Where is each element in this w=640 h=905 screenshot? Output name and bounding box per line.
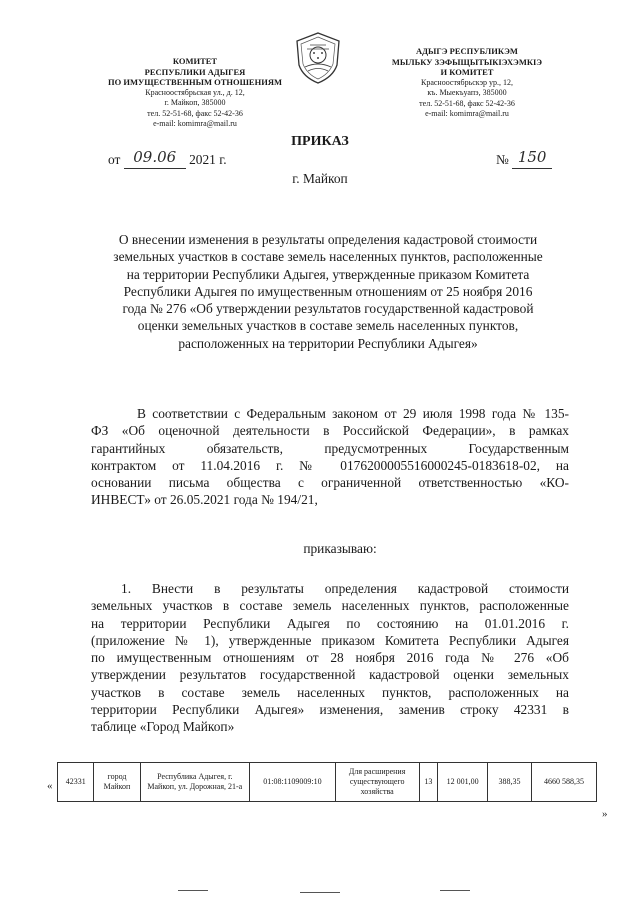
preamble-block (91, 405, 569, 509)
subject-line: земельных участков в составе земель населенных пунктов, расположенные (113, 249, 543, 265)
table-cell-purpose: Для расширения существующего хозяйства (335, 763, 419, 802)
left-header-line3: ПО ИМУЩЕСТВЕННЫМ ОТНОШЕНИЯМ (108, 77, 282, 87)
number-handwritten: 150 (517, 148, 547, 166)
subject-line: расположенных на территории Республики Адыгея» (178, 335, 478, 351)
preamble-line: гарантийных обязательств, предусмотренных Государственным (91, 440, 569, 456)
subject-line: на территории Республики Адыгея, утвержденные приказом Комитета (126, 266, 530, 282)
close-quote: » (602, 808, 608, 820)
scan-mark (440, 890, 470, 891)
preamble-line: контрактом от 11.04.2016 г. № 0176200005516000245-0183618-02, на (91, 457, 569, 473)
subject-line: оценки земельных участков в составе земель населенных пунктов, (137, 318, 519, 334)
table-cell-cadastral-value: 4660 588,35 (532, 763, 597, 802)
item1-line: таблице «Город Майкоп» (91, 719, 235, 735)
subject-block (88, 231, 568, 352)
table-cell-group: 13 (419, 763, 438, 802)
table-cell-area: 12 001,00 (438, 763, 488, 802)
number-prefix: № (496, 152, 509, 167)
right-header-line3: И КОМИТЕТ (440, 67, 494, 77)
scan-mark (178, 890, 208, 891)
item1-line: территории Республики Адыгея» изменения, заменив строку 42331 в (91, 702, 569, 718)
right-header-address2: къ. Мыекъуапэ, 385000 (427, 88, 507, 97)
right-header-phone: тел. 52-51-68, факс 52-42-36 (419, 98, 515, 108)
item1-line: (приложение № 1), утвержденные приказом Комитета Республики Адыгея (91, 632, 569, 648)
left-header-address2: г. Майкоп, 385000 (164, 98, 226, 107)
preamble-line: В соответствии с Федеральным законом от 29 июля 1998 года № 135- (137, 406, 569, 421)
item1-line: утверждении результатов государственной кадастровой оценки земельных (91, 667, 569, 683)
preamble-line: ИНВЕСТ» от 26.05.2021 года № 194/21, (91, 492, 318, 508)
order-word: приказываю: (303, 541, 377, 556)
order-date (108, 150, 268, 169)
right-header-line1: АДЫГЭ РЕСПУБЛИКЭМ (416, 46, 518, 56)
preamble-line: ФЗ «Об оценочной деятельности в Российской Федерации», в рамках (91, 423, 569, 439)
left-header-line2: РЕСПУБЛИКИ АДЫГЕЯ (144, 66, 246, 77)
table-cell-cadastral-number: 01:08:1109009:10 (250, 763, 336, 802)
left-header-email: e-mail: komimra@mail.ru (153, 119, 237, 128)
preamble-line: основании письма общества с ограниченной ответственностью «КО- (91, 475, 569, 491)
order-title: ПРИКАЗ (291, 134, 349, 149)
date-year: 2021 г. (189, 152, 227, 167)
subject-line: Республики Адыгея по имущественным отношениям от 25 ноября 2016 (123, 283, 533, 299)
left-header-phone: тел. 52-51-68, факс 52-42-36 (147, 108, 243, 118)
coat-of-arms-emblem-icon (293, 31, 343, 85)
item1-block (91, 580, 569, 736)
open-quote: « (47, 780, 53, 792)
subject-line: О внесении изменения в результаты определения кадастровой стоимости (118, 232, 538, 247)
item1-line: участков в составе земель населенных пунктов, расположенных на (91, 684, 569, 700)
table-cell-address: Республика Адыгея, г. Майкоп, ул. Дорожная, 21-а (140, 763, 249, 802)
date-prefix: от (108, 152, 121, 167)
right-header (372, 46, 562, 120)
replacement-table-row (57, 762, 597, 802)
right-header-email: e-mail: komimra@mail.ru (425, 109, 509, 118)
item1-line: 1. Внести в результаты определения кадастровой стоимости (121, 581, 569, 596)
table-row (58, 763, 597, 802)
table-cell-city: город Майкоп (94, 763, 140, 802)
table-cell-unit-value: 388,35 (487, 763, 531, 802)
order-city: г. Майкоп (292, 171, 348, 186)
right-header-line2: МЫЛЬКУ ЗЭФЫЩЫТЫКІЭХЭМКІЭ (391, 56, 543, 67)
date-handwritten: 09.06 (133, 148, 177, 166)
left-header-line1: КОМИТЕТ (172, 56, 218, 66)
table-cell-number: 42331 (58, 763, 94, 802)
item1-line: на территории Республики Адыгея по состоянию на 01.01.2016 г. (91, 615, 569, 631)
left-header (95, 56, 295, 130)
item1-line: земельных участков в составе земель населенных пунктов, расположенные (91, 598, 569, 614)
scan-mark (300, 892, 340, 893)
item1-line: по имущественным отношениям от 28 ноября 2016 года № 276 «Об (91, 650, 569, 666)
left-header-address1: Красноостябрьская ул., д. 12, (145, 87, 245, 97)
subject-line: года № 276 «Об утверждении результатов государственной кадастровой (122, 301, 534, 317)
right-header-address1: Красноостябрьскэр ур., 12, (420, 77, 514, 87)
order-number (496, 150, 566, 169)
